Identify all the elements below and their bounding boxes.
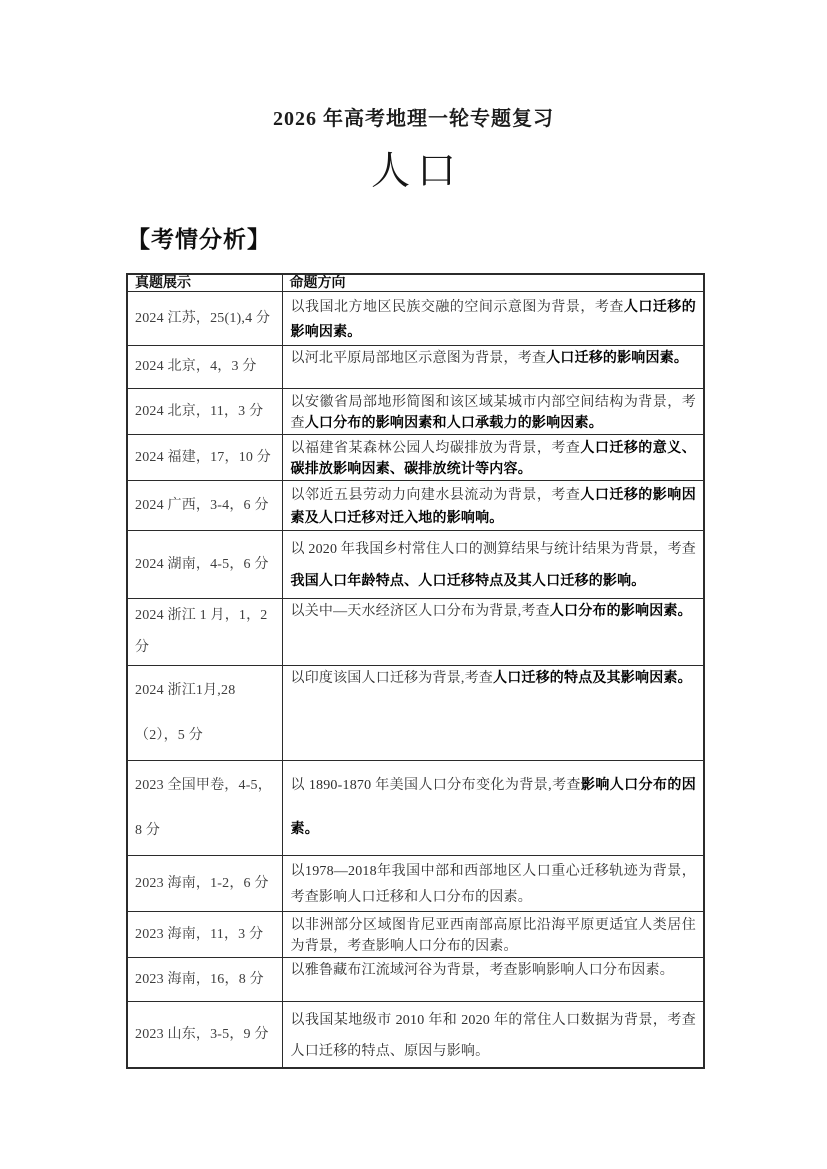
table-body xyxy=(127,292,704,1069)
table-header-row xyxy=(127,274,704,292)
direction-segment: 人口迁移的影响因素。 xyxy=(290,300,696,340)
table-row xyxy=(127,435,704,481)
direction-segment: 人口迁移的特点及其影响因素。 xyxy=(493,671,692,686)
table-row xyxy=(127,292,704,346)
exam-cell: 2024 福建，17，10 分 xyxy=(127,435,282,481)
direction-segment: 以福建省某森林公园人均碳排放为背景，考查 xyxy=(290,441,581,456)
exam-cell: 2024 湖南，4-5，6 分 xyxy=(127,531,282,599)
section-heading: 【考情分析】 xyxy=(127,227,271,252)
direction-cell xyxy=(282,531,704,599)
direction-segment: 以关中—天水经济区人口分布为背景,考查 xyxy=(290,604,550,619)
exam-cell: 2024 浙江 1 月，1，2 分 xyxy=(127,599,282,666)
exam-cell: 2024 北京，11，3 分 xyxy=(127,389,282,435)
direction-cell xyxy=(282,1002,704,1069)
direction-segment: 人口迁移的意义、碳排放影响因素、碳排放统计等内容。 xyxy=(290,441,696,477)
exam-cell: 2023 山东，3-5，9 分 xyxy=(127,1002,282,1069)
table-row xyxy=(127,599,704,666)
direction-segment: 人口迁移的影响因素。 xyxy=(546,351,689,366)
header-cell-exam: 真题展示 xyxy=(127,274,282,292)
direction-cell xyxy=(282,481,704,531)
direction-cell xyxy=(282,958,704,1002)
direction-segment: 影响人口分布的因素。 xyxy=(290,778,696,837)
direction-cell xyxy=(282,292,704,346)
table-row xyxy=(127,389,704,435)
exam-cell: 2023 海南，11，3 分 xyxy=(127,912,282,958)
direction-segment: 我国人口年龄特点、人口迁移特点及其人口迁移的影响。 xyxy=(290,574,646,589)
table-row xyxy=(127,666,704,761)
direction-segment: 以1978—2018年我国中部和西部地区人口重心迁移轨迹为背景，考查影响人口迁移和人口分布的因素。 xyxy=(290,864,696,905)
direction-segment: 人口迁移的影响因素及人口迁移对迁入地的影响响。 xyxy=(290,488,696,526)
table-row xyxy=(127,346,704,389)
direction-segment: 以印度该国人口迁移为背景,考查 xyxy=(290,671,493,686)
direction-cell xyxy=(282,666,704,761)
direction-segment: 人口分布的影响因素和人口承载力的影响因素。 xyxy=(304,416,603,431)
exam-cell: 2024 江苏，25(1),4 分 xyxy=(127,292,282,346)
table-row xyxy=(127,1002,704,1069)
direction-segment: 以安徽省局部地形简图和该区域某城市内部空间结构为背景，考查 xyxy=(290,395,696,431)
direction-cell xyxy=(282,346,704,389)
table-row xyxy=(127,761,704,856)
direction-segment: 以雅鲁藏布江流域河谷为背景，考查影响影响人口分布因素。 xyxy=(290,963,674,978)
table-row xyxy=(127,856,704,912)
direction-cell xyxy=(282,912,704,958)
table-row xyxy=(127,481,704,531)
direction-segment: 以邻近五县劳动力向建水县流动为背景，考查 xyxy=(290,488,581,503)
direction-segment: 以 2020 年我国乡村常住人口的测算结果与统计结果为背景，考查 xyxy=(290,542,696,557)
exam-analysis-table xyxy=(126,273,705,1069)
doc-title: 2026 年高考地理一轮专题复习 xyxy=(273,108,554,130)
direction-cell xyxy=(282,761,704,856)
exam-cell: 2024 北京，4，3 分 xyxy=(127,346,282,389)
direction-cell xyxy=(282,856,704,912)
direction-segment: 以我国北方地区民族交融的空间示意图为背景，考查 xyxy=(290,300,624,315)
exam-cell: 2024 浙江1月,28（2），5 分 xyxy=(127,666,282,761)
direction-segment: 以河北平原局部地区示意图为背景，考查 xyxy=(290,351,547,366)
exam-cell: 2023 海南，1-2，6 分 xyxy=(127,856,282,912)
header-cell-direction: 命题方向 xyxy=(282,274,704,292)
table-row xyxy=(127,958,704,1002)
direction-cell xyxy=(282,599,704,666)
exam-cell: 2023 海南，16，8 分 xyxy=(127,958,282,1002)
direction-cell xyxy=(282,389,704,435)
direction-segment: 以非洲部分区域图肯尼亚西南部高原比沿海平原更适宜人类居住为背景，考查影响人口分布的因素。 xyxy=(290,918,696,954)
exam-cell: 2023 全国甲卷，4-5，8 分 xyxy=(127,761,282,856)
table-row xyxy=(127,912,704,958)
direction-cell xyxy=(282,435,704,481)
direction-segment: 人口分布的影响因素。 xyxy=(549,604,692,619)
doc-subtitle: 人口 xyxy=(370,150,463,193)
exam-cell: 2024 广西，3-4，6 分 xyxy=(127,481,282,531)
direction-segment: 以我国某地级市 2010 年和 2020 年的常住人口数据为背景，考查人口迁移的特点、原因与影响。 xyxy=(290,1013,696,1059)
table-row xyxy=(127,531,704,599)
direction-segment: 以 1890-1870 年美国人口分布变化为背景,考查 xyxy=(290,778,581,793)
